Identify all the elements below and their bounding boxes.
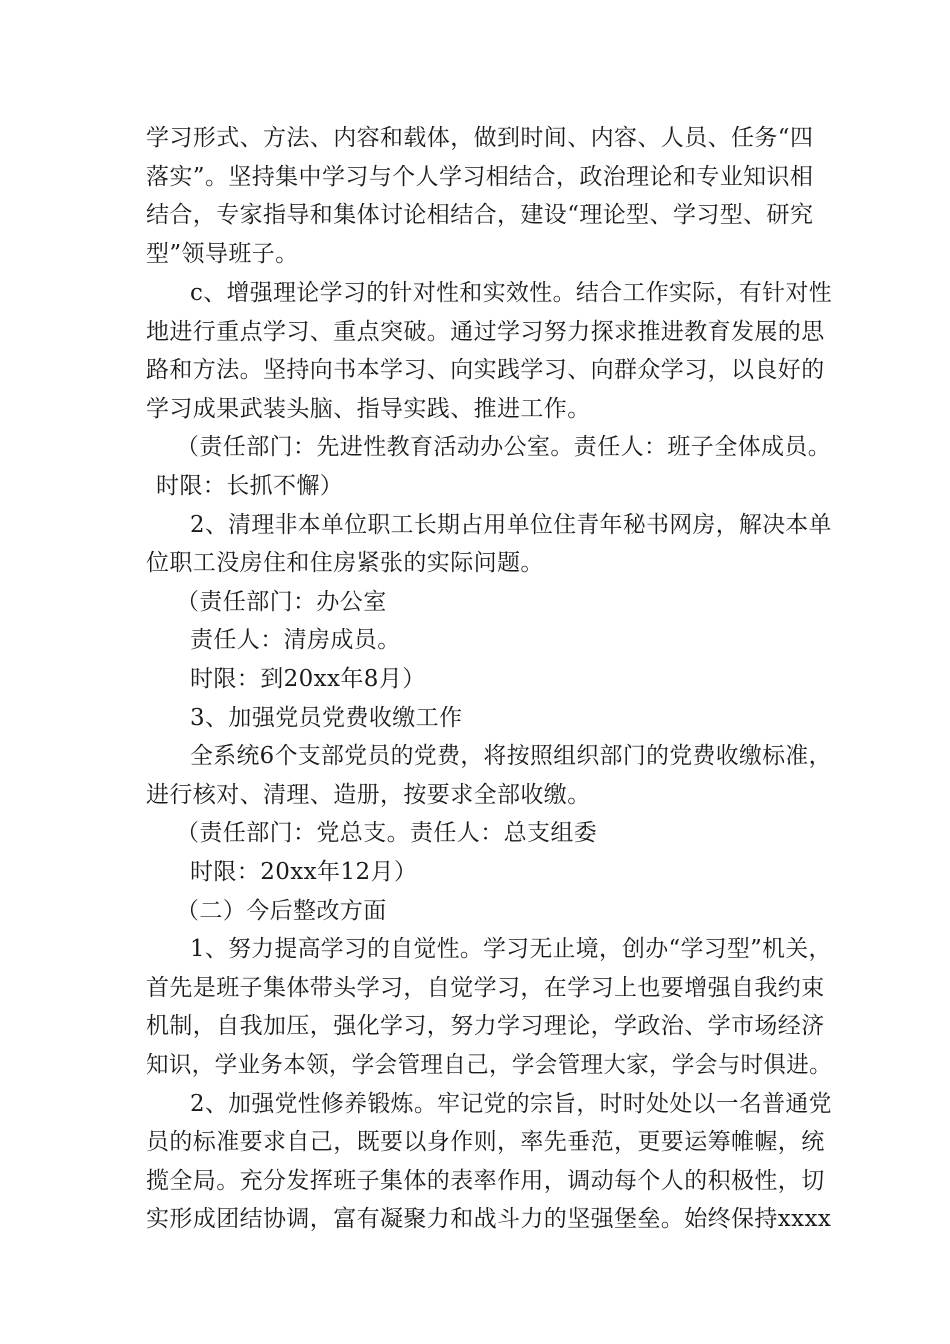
text-line: 员的标准要求自己，既要以身作则，率先垂范，更要运筹帷幄，统 bbox=[146, 1129, 825, 1155]
text-line: 2、加强党性修养锻炼。牢记党的宗旨，时时处处以一名普通党 bbox=[190, 1091, 832, 1117]
text-line: （二）今后整改方面 bbox=[176, 898, 387, 924]
text-line: 知识，学业务本领，学会管理自己，学会管理大家，学会与时俱进。 bbox=[146, 1052, 832, 1078]
text-line: 路和方法。坚持向书本学习、向实践学习、向群众学习，以良好的 bbox=[146, 357, 825, 383]
text-line: 全系统6个支部党员的党费，将按照组织部门的党费收缴标准， bbox=[190, 743, 832, 769]
text-line: （责任部门：党总支。责任人：总支组委 bbox=[176, 820, 598, 846]
text-line: （责任部门：先进性教育活动办公室。责任人：班子全体成员。 bbox=[176, 434, 832, 460]
text-line: 2、清理非本单位职工长期占用单位住青年秘书网房，解决本单 bbox=[190, 512, 832, 538]
text-line: 学习成果武装头脑、指导实践、推进工作。 bbox=[146, 396, 591, 422]
text-line: 机制，自我加压，强化学习，努力学习理论，学政治、学市场经济 bbox=[146, 1013, 825, 1039]
text-line: 进行核对、清理、造册，按要求全部收缴。 bbox=[146, 782, 591, 808]
text-line: c、增强理论学习的针对性和实效性。结合工作实际，有针对性 bbox=[190, 280, 833, 306]
text-line: 责任人：清房成员。 bbox=[190, 627, 401, 653]
text-line: 落实”。坚持集中学习与个人学习相结合，政治理论和专业知识相 bbox=[146, 164, 814, 190]
text-line: 1、努力提高学习的自觉性。学习无止境，创办“学习型”机关， bbox=[190, 936, 832, 962]
text-line: 实形成团结协调，富有凝聚力和战斗力的坚强堡垒。始终保持xxxx bbox=[146, 1206, 832, 1232]
text-line: 时限：20xx年12月） bbox=[190, 859, 418, 885]
text-line: 位职工没房住和住房紧张的实际问题。 bbox=[146, 550, 544, 576]
text-line: 学习形式、方法、内容和载体，做到时间、内容、人员、任务“四 bbox=[146, 125, 814, 151]
text-line: 时限：到20xx年8月） bbox=[190, 666, 426, 692]
text-line: 结合，专家指导和集体讨论相结合，建设“理论型、学习型、研究 bbox=[146, 202, 814, 228]
text-line: （责任部门：办公室 bbox=[176, 589, 387, 615]
text-line: 3、加强党员党费收缴工作 bbox=[190, 705, 463, 731]
text-line: 时限：长抓不懈） bbox=[156, 473, 344, 499]
text-line: 地进行重点学习、重点突破。通过学习努力探求推进教育发展的思 bbox=[146, 319, 825, 345]
text-line: 揽全局。充分发挥班子集体的表率作用，调动每个人的积极性，切 bbox=[146, 1168, 825, 1194]
text-line: 型”领导班子。 bbox=[146, 241, 299, 267]
text-line: 首先是班子集体带头学习，自觉学习，在学习上也要增强自我约束 bbox=[146, 975, 825, 1001]
